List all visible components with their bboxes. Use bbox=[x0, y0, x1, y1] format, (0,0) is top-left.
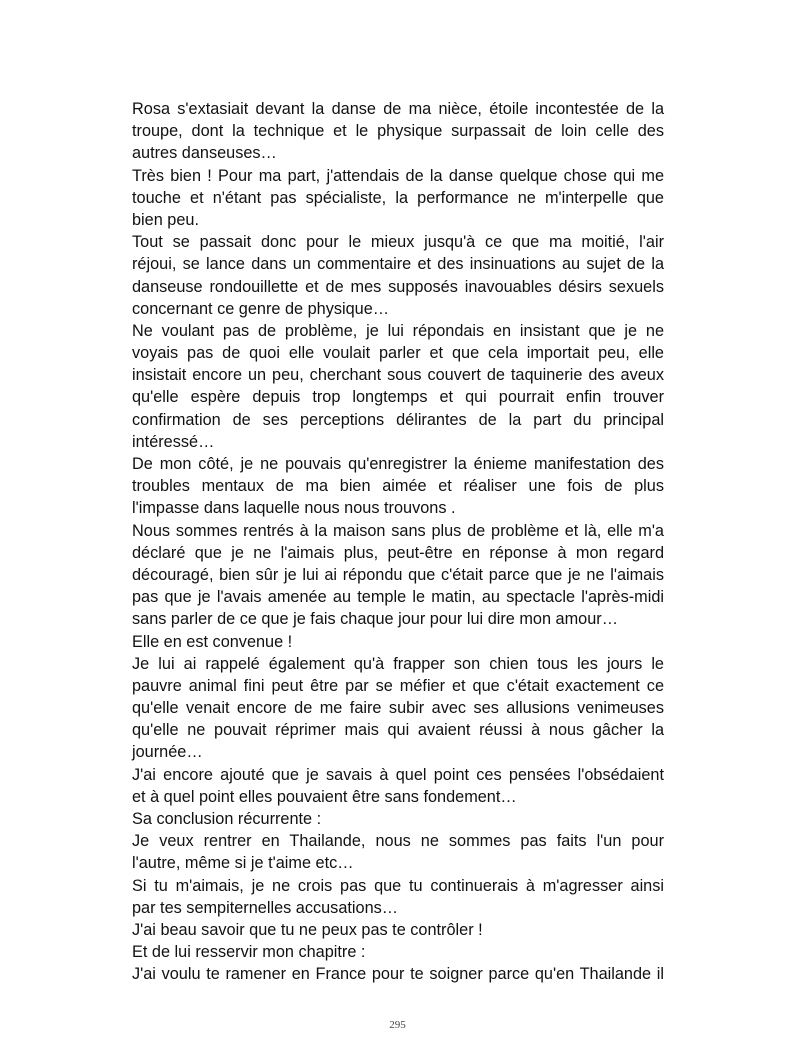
text-line: Je lui ai rappelé également qu'à frapper son chien tous les jours le bbox=[132, 654, 664, 673]
text-line: Je veux rentrer en Thailande, nous ne sommes pas faits l'un pour bbox=[132, 832, 664, 851]
text-line: Tout se passait donc pour le mieux jusqu'à ce que ma moitié, l'air bbox=[132, 233, 664, 252]
text-line: par tes sempiternelles accusations… bbox=[132, 898, 399, 917]
text-line: découragé, bien sûr je lui ai répondu que c'était parce que je ne l'aimais bbox=[132, 565, 664, 584]
text-line: et à quel point elles pouvaient être sans fondement… bbox=[132, 787, 517, 806]
text-line: Et de lui resservir mon chapitre : bbox=[132, 943, 366, 962]
text-line: pas que je l'avais amenée au temple le matin, au spectacle l'après-midi bbox=[132, 588, 664, 607]
text-line: J'ai voulu te ramener en France pour te soigner parce qu'en Thailande il bbox=[132, 965, 664, 984]
text-line: bien peu. bbox=[132, 210, 199, 229]
text-line: voyais pas de quoi elle voulait parler et que cela importait peu, elle bbox=[132, 344, 664, 363]
text-line: J'ai beau savoir que tu ne peux pas te contrôler ! bbox=[132, 920, 483, 939]
page-number: 295 bbox=[389, 1019, 406, 1031]
text-line: danseuse rondouillette et de mes supposés inavouables désirs sexuels bbox=[132, 277, 664, 296]
text-line: troubles mentaux de ma bien aimée et réaliser une fois de plus bbox=[132, 477, 664, 496]
text-line: réjoui, se lance dans un commentaire et des insinuations au sujet de la bbox=[132, 255, 664, 274]
text-line: autres danseuses… bbox=[132, 144, 277, 163]
text-line: insistait encore un peu, cherchant sous couvert de taquinerie des aveux bbox=[132, 366, 664, 385]
text-line: qu'elle venait encore de me faire subir avec ses allusions venimeuses bbox=[132, 699, 664, 718]
text-line: intéressé… bbox=[132, 432, 215, 451]
text-line: sans parler de ce que je fais chaque jour pour lui dire mon amour… bbox=[132, 610, 618, 629]
text-line: Si tu m'aimais, je ne crois pas que tu continuerais à m'agresser ainsi bbox=[132, 876, 664, 895]
text-line: De mon côté, je ne pouvais qu'enregistrer la énieme manifestation des bbox=[132, 455, 664, 473]
text-line: Rosa s'extasiait devant la danse de ma nièce, étoile incontestée de la bbox=[132, 100, 664, 118]
text-line: touche et n'étant pas spécialiste, la performance ne m'interpelle que bbox=[132, 188, 664, 207]
text-line: pauvre animal fini peut être par se méfier et que c'était exactement ce bbox=[132, 676, 664, 695]
text-line: qu'elle espère depuis trop longtemps et qui pourrait enfin trouver bbox=[132, 388, 664, 407]
text-line: l'impasse dans laquelle nous nous trouvons . bbox=[132, 499, 456, 518]
text-line: troupe, dont la technique et le physique surpassait de loin celle des bbox=[132, 122, 664, 141]
text-line: déclaré que je ne l'aimais plus, peut-être en réponse à mon regard bbox=[132, 543, 664, 562]
text-line: confirmation de ses perceptions délirantes de la part du principal bbox=[132, 410, 664, 429]
body-text bbox=[132, 98, 664, 986]
text-line: concernant ce genre de physique… bbox=[132, 299, 390, 318]
text-line: journée… bbox=[132, 743, 203, 762]
text-line: Ne voulant pas de problème, je lui répondais en insistant que je ne bbox=[132, 321, 664, 340]
text-line: J'ai encore ajouté que je savais à quel point ces pensées l'obsédaient bbox=[132, 765, 664, 784]
text-line: Sa conclusion récurrente : bbox=[132, 810, 322, 828]
text-line: Elle en est convenue ! bbox=[132, 632, 293, 651]
text-line: Nous sommes rentrés à la maison sans plus de problème et là, elle m'a bbox=[132, 521, 664, 540]
text-line: Très bien ! Pour ma part, j'attendais de la danse quelque chose qui me bbox=[132, 166, 664, 185]
text-line: l'autre, même si je t'aime etc… bbox=[132, 854, 354, 873]
text-line: qu'elle ne pouvait réprimer mais qui avaient réussi à nous gâcher la bbox=[132, 721, 664, 740]
